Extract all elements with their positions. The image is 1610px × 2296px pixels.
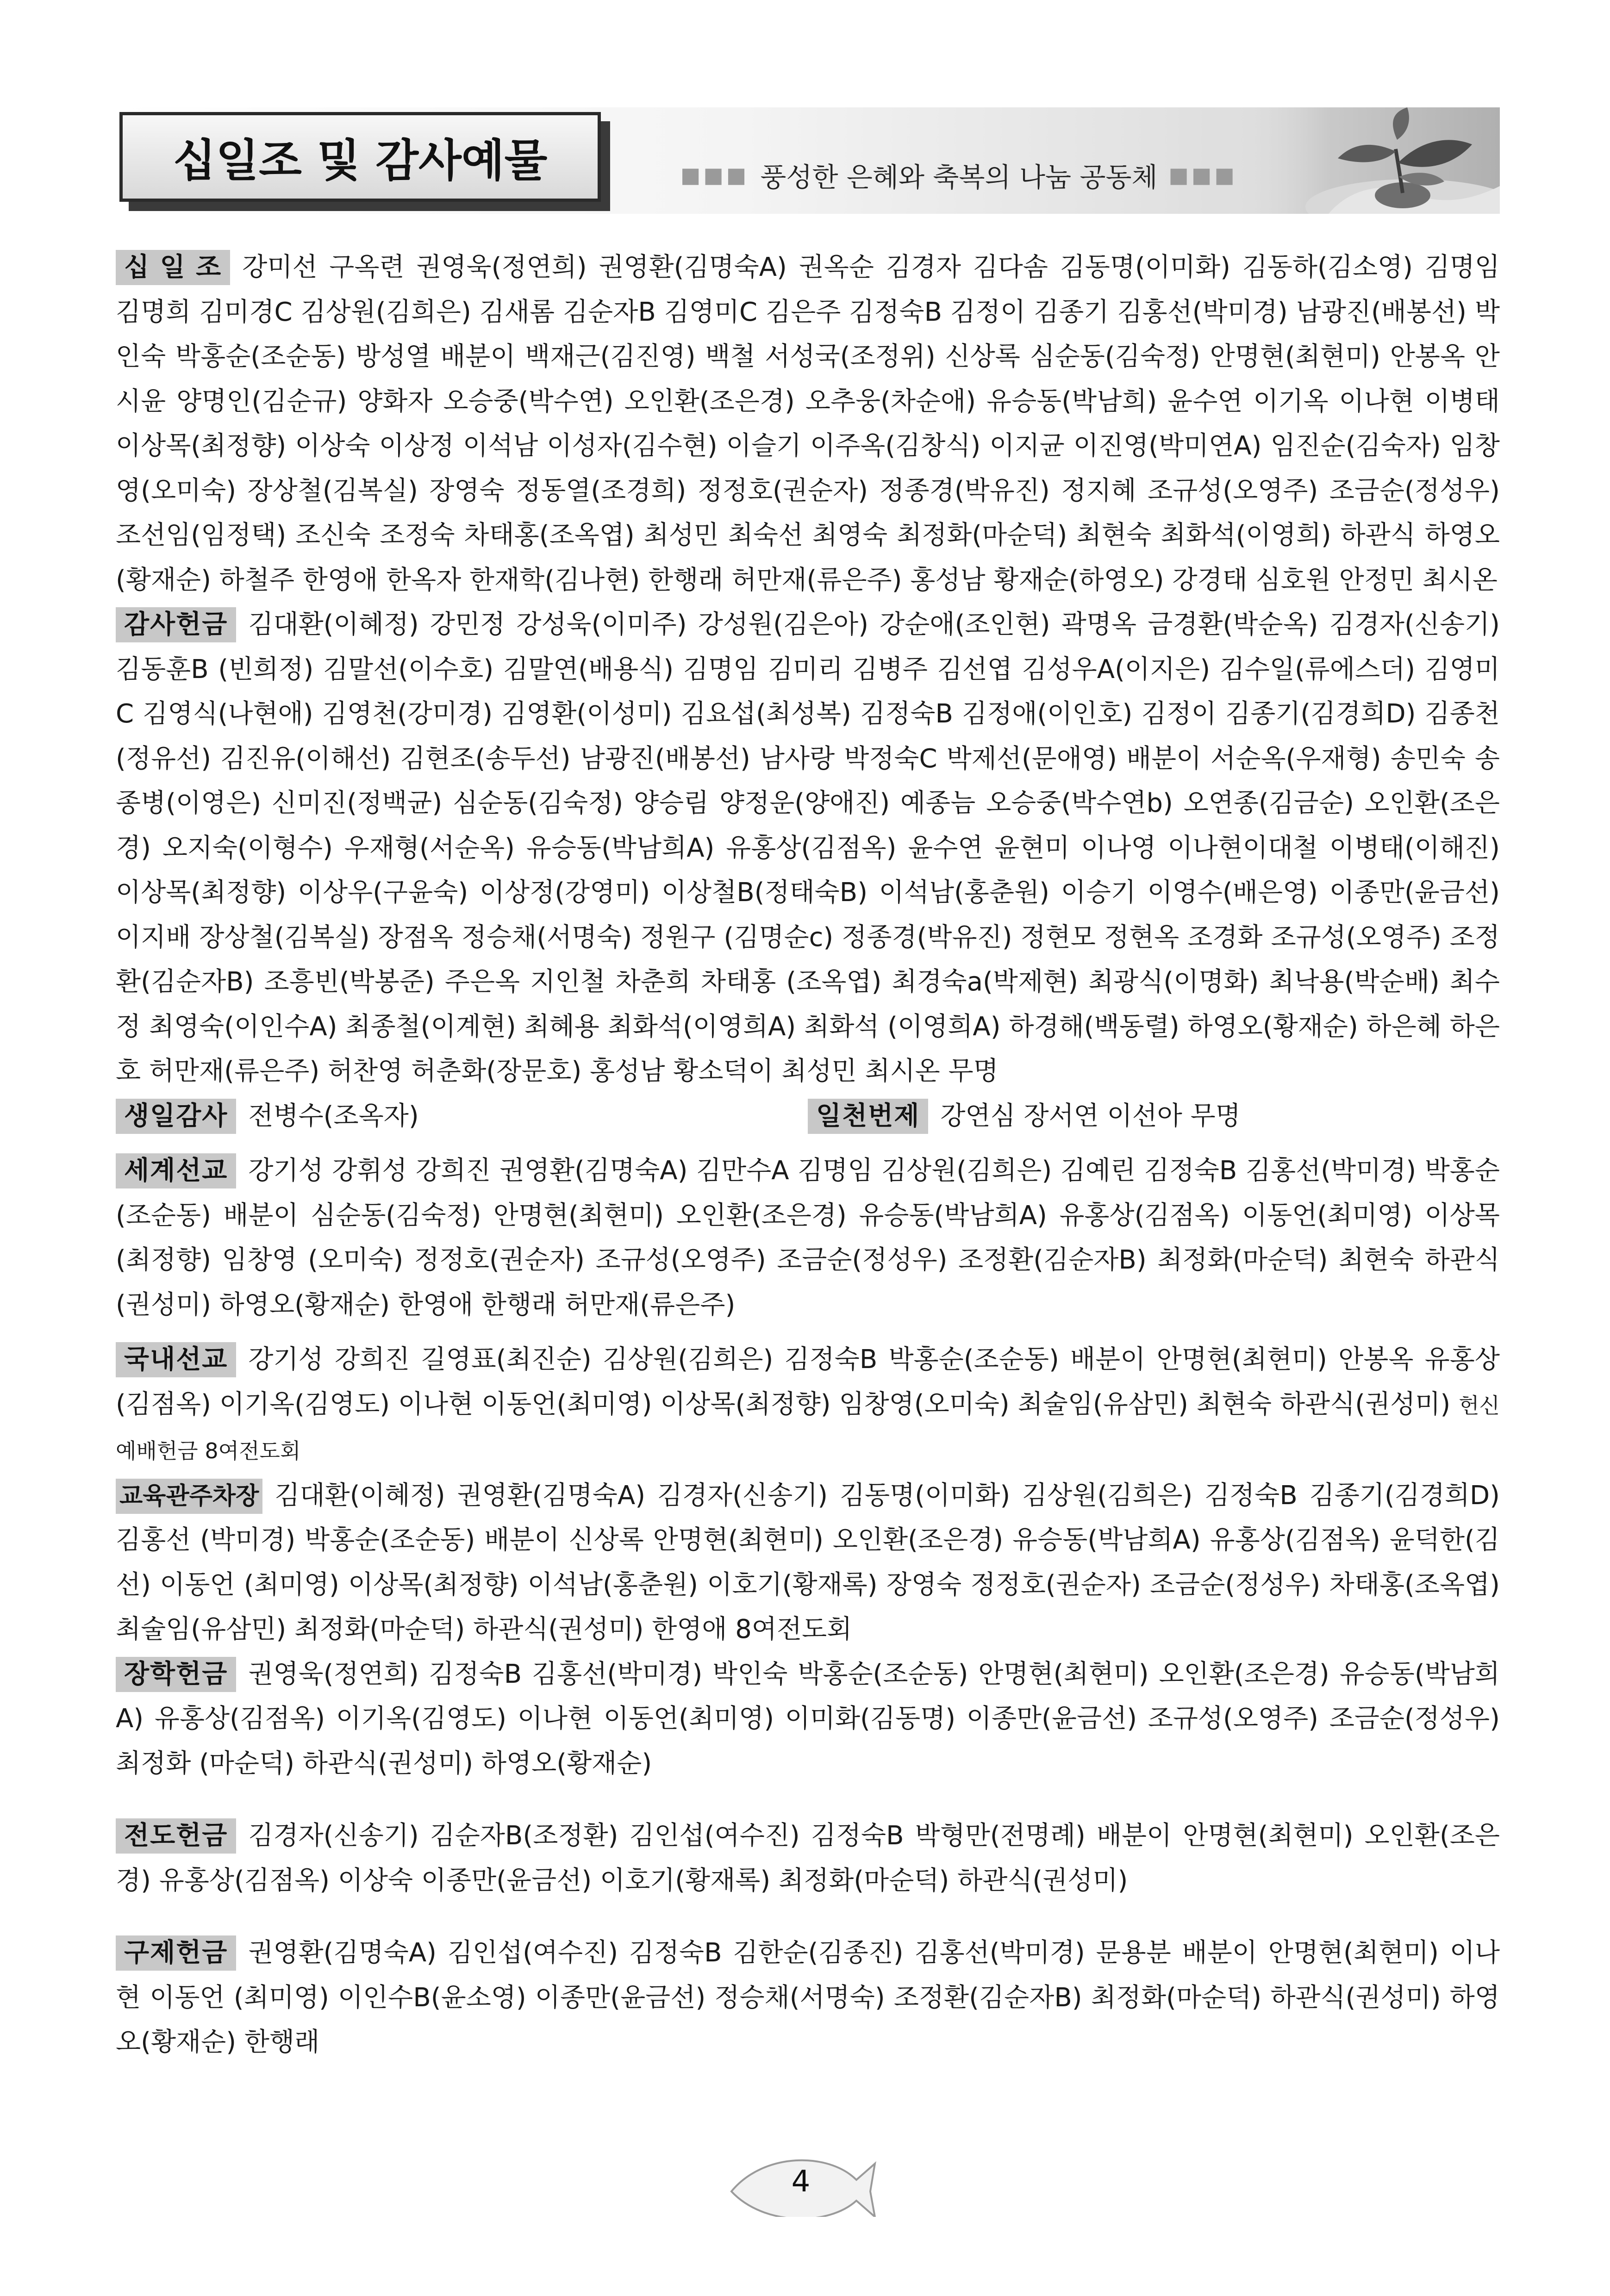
section-names: 강미선 구옥련 권영욱(정연희) 권영환(김명숙A) 권옥순 김경자 김다솜 김동명(이미화) 김동하(김소영) 김명임 김명희 김미경C 김상원(김희은) 김새롬 김순자B 김영미C 김은주 김정숙B 김정이 김종기 김홍선(박미경) 남광진(배봉선) 박인숙 박홍순(조순동) 방성열 배분이 백재근(김진영) 백철 서성국(조정위) 신상록 심순동(김숙정) 안명현(최현미) 안봉옥 안시윤 양명인(김순규) 양화자 오승중(박수연) 오인환(조은경) 오추웅(차순애) 유승동(박남희) 윤수연 이기옥 이나현 이병태 이상목(최정향) 이상숙 이상정 이석남 이성자(김수현) 이슬기 이주옥(김창식) 이지균 이진영(박미연A) 임진순(김숙자) 임창영(오미숙) 장상철(김복실) 장영숙 정동열(조경희) 정정호(권순자) 정종경(박유진) 정지혜 조규성(오영주) 조금순(정성우) 조선임(임정택) 조신숙 조정숙 차태홍(조옥엽) 최성민 최숙선 최영숙 최정화(마순덕) 최현숙 최화석(이영희) 하관식 하영오(황재순) 하철주 한영애 한옥자 한재학(김나현) 한행래 허만재(류은주) 홍성남 황재순(하영오) 강경태 심호원 안정민 최시온 — [116, 252, 1500, 595]
subtitle-text: 풍성한 은혜와 축복의 나눔 공동체 — [760, 162, 1158, 193]
section-names: 강기성 강휘성 강희진 권영환(김명숙A) 김만수A 김명임 김상원(김희은) 김예린 김정숙B 김홍선(박미경) 박홍순(조순동) 배분이 심순동(김숙정) 안명현(최현미) 오인환(조은경) 유승동(박남희A) 유홍상(김점옥) 이동언(최미영) 이상목(최정향) 임창영 (오미숙) 정정호(권순자) 조규성(오영주) 조금순(정성우) 조정환(김순자B) 최정화(마순덕) 최현숙 하관식(권성미) 하영오(황재순) 한영애 한행래 허만재(류은주) — [116, 1156, 1500, 1320]
section-birthday — [116, 1094, 808, 1139]
spacer — [116, 1327, 1500, 1338]
spacer — [116, 1139, 1500, 1149]
section-label: 국내선교 — [116, 1342, 236, 1377]
offering-list — [116, 245, 1500, 2120]
section-label: 장학헌금 — [116, 1657, 236, 1692]
section-label: 일천번제 — [808, 1099, 928, 1134]
section-names: 김대환(이혜정) 강민정 강성욱(이미주) 강성원(김은아) 강순애(조인현) 곽명옥 금경환(박순옥) 김경자(신송기) 김동훈B (빈희정) 김말선(이수호) 김말연(배용식) 김명임 김미리 김병주 김선엽 김성우A(이지은) 김수일(류에스더) 김영미C 김영식(나현애) 김영천(강미경) 김영환(이성미) 김요섭(최성복) 김정숙B 김정애(이인호) 김정이 김종기(김경희D) 김종천(정유선) 김진유(이해선) 김현조(송두선) 남광진(배봉선) 남사랑 박정숙C 박제선(문애영) 배분이 서순옥(우재형) 송민숙 송종병(이영은) 신미진(정백균) 심순동(김숙정) 양승림 양정운(양애진) 예종늠 오승중(박수연b) 오연종(김금순) 오인환(조은경) 오지숙(이형수) 우재형(서순옥) 유승동(박남희A) 유홍상(김점옥) 윤수연 윤현미 이나영 이나현이대철 이병태(이해진) 이상목(최정향) 이상우(구윤숙) 이상정(강영미) 이상철B(정태숙B) 이석남(홍춘원) 이승기 이영수(배은영) 이종만(윤금선) 이지배 장상철(김복실) 장점옥 정승채(서명숙) 정원구 (김명순c) 정종경(박유진) 정현모 정현옥 조경화 조규성(오영주) 조정환(김순자B) 조흥빈(박봉준) 주은옥 지인철 차춘희 차태홍 (조옥엽) 최경숙a(박제현) 최광식(이명화) 최낙용(박순배) 최수정 최영숙(이인수A) 최종철(이계현) 최혜용 최화석(이영희A) 최화석 (이영희A) 하경해(백동렬) 하영오(황재순) 하은혜 하은호 허만재(류은주) 허찬영 허춘화(장문호) 홍성남 황소덕이 최성민 최시온 무명 — [116, 610, 1500, 1086]
page-number: 4 — [791, 2165, 811, 2199]
section-names: 강연심 장서연 이선아 무명 — [940, 1101, 1241, 1131]
section-label: 십 일 조 — [116, 250, 230, 285]
section-names: 전병수(조옥자) — [248, 1101, 419, 1131]
section-label: 교육관주차장 — [116, 1479, 262, 1514]
section-label: 세계선교 — [116, 1153, 236, 1188]
section-label: 생일감사 — [116, 1099, 236, 1134]
section-label: 전도헌금 — [116, 1818, 236, 1854]
section-note: 헌신예배헌금 8여전도회 — [116, 1393, 1500, 1463]
section-relief — [116, 1931, 1500, 2065]
section-domestic-mission — [116, 1338, 1500, 1474]
section-building — [116, 1474, 1500, 1652]
subtitle — [680, 147, 1282, 203]
section-names: 강기성 강희진 길영표(최진순) 김상원(김희은) 김정숙B 박홍순(조순동) 배분이 안명현(최현미) 안봉옥 유홍상(김점옥) 이기옥(김영도) 이나현 이동언(최미영) 이상목(최정향) 임창영(오미숙) 최술임(유삼민) 최현숙 하관식(권성미) — [116, 1344, 1500, 1419]
dots-left-icon: ■■■ — [680, 162, 749, 187]
section-scholarship — [116, 1652, 1500, 1786]
spacer — [116, 1903, 1500, 1931]
section-thanks — [116, 603, 1500, 1094]
section-pair — [116, 1094, 1500, 1139]
page-title: 십일조 및 감사예물 — [119, 112, 601, 202]
section-world-mission — [116, 1149, 1500, 1327]
section-names: 김대환(이혜정) 권영환(김명숙A) 김경자(신송기) 김동명(이미화) 김상원(김희은) 김정숙B 김종기(김경희D) 김홍선 (박미경) 박홍순(조순동) 배분이 신상록 안명현(최현미) 오인환(조은경) 유승동(박남희A) 유홍상(김점옥) 윤덕한(김선) 이동언 (최미영) 이상목(최정향) 이석남(홍춘원) 이호기(황재록) 장영숙 정정호(권순자) 조금순(정성우) 차태홍(조옥엽) 최술임(유삼민) 최정화(마순덕) 하관식(권성미) 한영애 8여전도회 — [116, 1480, 1500, 1644]
section-names: 권영욱(정연희) 김정숙B 김홍선(박미경) 박인숙 박홍순(조순동) 안명현(최현미) 오인환(조은경) 유승동(박남희A) 유홍상(김점옥) 이기옥(김영도) 이나현 이동언(최미영) 이미화(김동명) 이종만(윤금선) 조규성(오영주) 조금순(정성우) 최정화 (마순덕) 하관식(권성미) 하영오(황재순) — [116, 1659, 1500, 1779]
section-tithe — [116, 245, 1500, 603]
section-names: 권영환(김명숙A) 김인섭(여수진) 김정숙B 김한순(김종진) 김홍선(박미경) 문용분 배분이 안명현(최현미) 이나현 이동언 (최미영) 이인수B(윤소영) 이종만(윤금선) 정승채(서명숙) 조정환(김순자B) 최정화(마순덕) 하관식(권성미) 하영오(황재순) 한행래 — [116, 1938, 1500, 2057]
spacer — [116, 1786, 1500, 1814]
section-first — [808, 1094, 1500, 1139]
section-evangelism — [116, 1814, 1500, 1903]
section-names: 김경자(신송기) 김순자B(조정환) 김인섭(여수진) 김정숙B 박형만(전명례) 배분이 안명현(최현미) 오인환(조은경) 유홍상(김점옥) 이상숙 이종만(윤금선) 이호기(황재록) 최정화(마순덕) 하관식(권성미) — [116, 1821, 1500, 1896]
section-label: 구제헌금 — [116, 1935, 236, 1971]
dots-right-icon: ■■■ — [1168, 162, 1237, 187]
section-label: 감사헌금 — [116, 607, 236, 642]
